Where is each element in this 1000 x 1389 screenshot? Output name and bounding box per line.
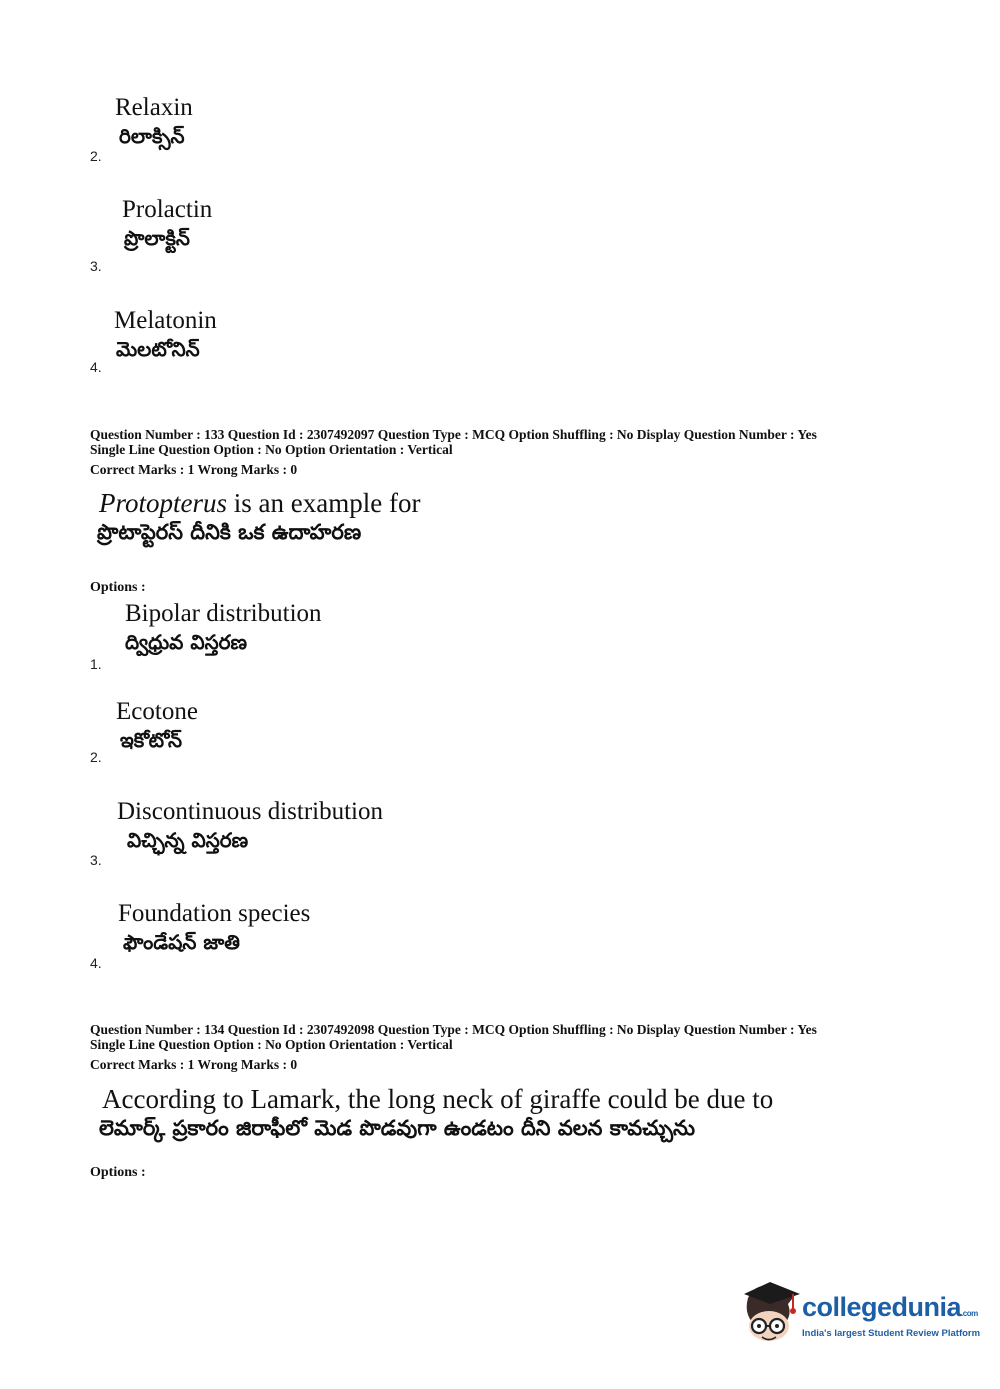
logo-tagline: India's largest Student Review Platform [802,1328,981,1339]
q133-option-3 [117,797,383,853]
question-text-rest: is an example for [227,488,421,518]
q132-option-3 [122,195,212,251]
option-number: 3. [90,852,102,868]
question-meta-line: Single Line Question Option : No Option Orientation : Vertical [90,1037,453,1052]
option-number: 3. [90,258,102,274]
option-number: 4. [90,955,102,971]
option-text-te: ఇకోటోన్ [120,728,183,752]
mascot-icon [740,1280,802,1350]
q134-metadata [90,1022,817,1072]
option-text-en: Prolactin [122,196,213,223]
option-text-en: Bipolar distribution [125,600,322,627]
q134-question-text [99,1083,774,1141]
option-text-en: Relaxin [115,94,193,121]
option-text-en: Discontinuous distribution [117,798,383,825]
question-text-te: లెమార్క్ ప్రకారం జిరాఫీలో మెడ పొడవుగా ఉండటం దీని వలన కావచ్చును [99,1116,696,1140]
option-text-en: Ecotone [116,698,198,725]
q133-option-1 [125,599,322,655]
question-text-te: ప్రొటాప్టెరస్ దీనికి ఒక ఉదాహరణ [97,520,362,544]
option-text-te: రిలాక్సిన్ [119,124,185,148]
option-text-te: ఫౌండేషన్ జాతి [123,930,240,954]
logo-name: collegedunia [802,1292,962,1322]
species-name: Protopterus [99,488,227,518]
question-meta-line: Question Number : 134 Question Id : 2307492098 Question Type : MCQ Option Shuffling : No Display Question Number : Yes [90,1022,817,1037]
q133-option-2 [116,697,198,753]
question-meta-line: Question Number : 133 Question Id : 2307492097 Question Type : MCQ Option Shuffling : No Display Question Number : Yes [90,427,817,442]
question-marks: Correct Marks : 1 Wrong Marks : 0 [90,462,298,477]
option-number: 1. [90,656,102,672]
option-text-en: Melatonin [114,307,217,334]
option-text-te: ద్విధ్రువ విస్తరణ [125,630,248,654]
option-number: 2. [90,148,102,164]
collegedunia-logo [740,1280,981,1350]
logo-wordmark [802,1292,978,1323]
option-text-en: Foundation species [118,900,311,927]
question-text-en: According to Lamark, the long neck of giraffe could be due to [102,1084,774,1114]
question-marks: Correct Marks : 1 Wrong Marks : 0 [90,1057,298,1072]
option-text-te: విచ్ఛిన్న విస్తరణ [127,828,249,852]
option-number: 2. [90,749,102,765]
q133-option-4 [118,899,310,955]
option-text-te: ప్రొలాక్టిన్ [124,226,190,250]
q133-question-text [99,487,420,545]
question-text-en [99,487,420,519]
option-number: 4. [90,359,102,375]
option-text-te: మెలటోనిన్ [116,337,200,361]
options-label: Options : [90,580,146,595]
question-meta-line: Single Line Question Option : No Option Orientation : Vertical [90,442,453,457]
q132-option-2 [115,93,193,149]
logo-suffix: .com [961,1309,978,1318]
q133-metadata [90,427,817,477]
options-label: Options : [90,1165,146,1180]
q132-option-4 [114,306,217,362]
